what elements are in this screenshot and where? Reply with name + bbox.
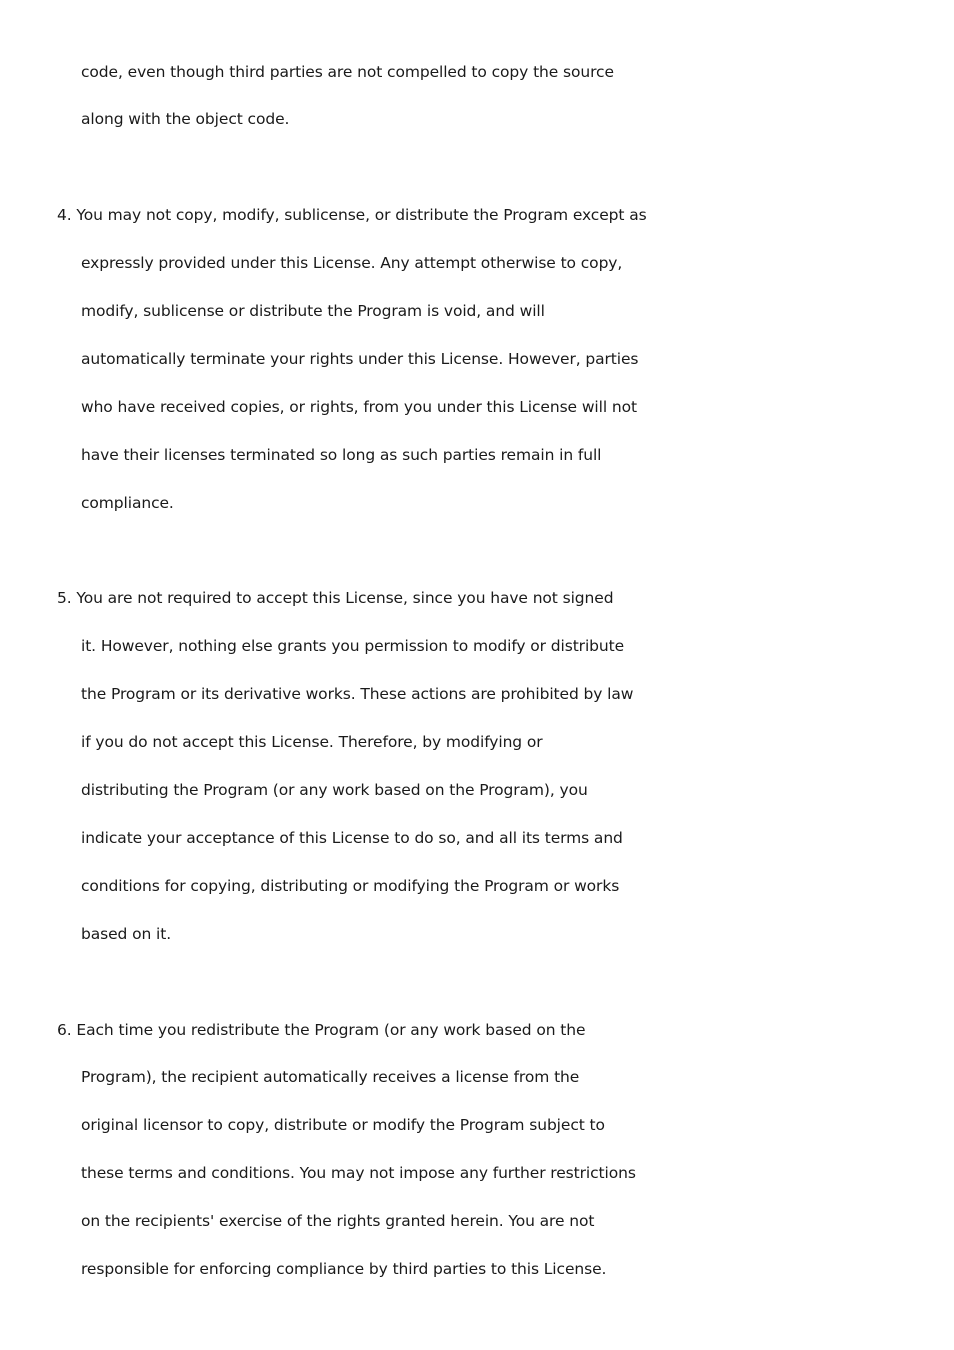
text-line: if you do not accept this License. Therefore, by modifying or: [81, 733, 543, 751]
text-line: code, even though third parties are not compelled to copy the source: [81, 63, 614, 81]
text-line: conditions for copying, distributing or modifying the Program or works: [81, 877, 620, 895]
text-line: automatically terminate your rights under this License. However, parties: [81, 350, 639, 368]
clause-heading-line: 5. You are not required to accept this License, since you have not signed: [57, 589, 614, 607]
clause-heading-line: 4. You may not copy, modify, sublicense, or distribute the Program except as: [57, 206, 647, 224]
text-line: Program), the recipient automatically receives a license from the: [81, 1068, 580, 1086]
text-line: on the recipients' exercise of the rights granted herein. You are not: [81, 1212, 595, 1230]
text-line: compliance.: [81, 494, 174, 512]
text-line: expressly provided under this License. Any attempt otherwise to copy,: [81, 254, 623, 272]
text-line: have their licenses terminated so long as such parties remain in full: [81, 446, 602, 464]
text-line: indicate your acceptance of this License to do so, and all its terms and: [81, 829, 623, 847]
text-line: these terms and conditions. You may not impose any further restrictions: [81, 1164, 636, 1182]
text-line: modify, sublicense or distribute the Program is void, and will: [81, 302, 545, 320]
text-line: original licensor to copy, distribute or modify the Program subject to: [81, 1116, 605, 1134]
text-line: based on it.: [81, 925, 172, 943]
text-line: who have received copies, or rights, from you under this License will not: [81, 398, 637, 416]
text-line: along with the object code.: [81, 110, 290, 128]
text-line: it. However, nothing else grants you permission to modify or distribute: [81, 637, 625, 655]
text-line: the Program or its derivative works. These actions are prohibited by law: [81, 685, 634, 703]
text-line: distributing the Program (or any work based on the Program), you: [81, 781, 588, 799]
clause-heading-line: 6. Each time you redistribute the Program (or any work based on the: [57, 1021, 586, 1039]
text-line: responsible for enforcing compliance by third parties to this License.: [81, 1260, 607, 1278]
